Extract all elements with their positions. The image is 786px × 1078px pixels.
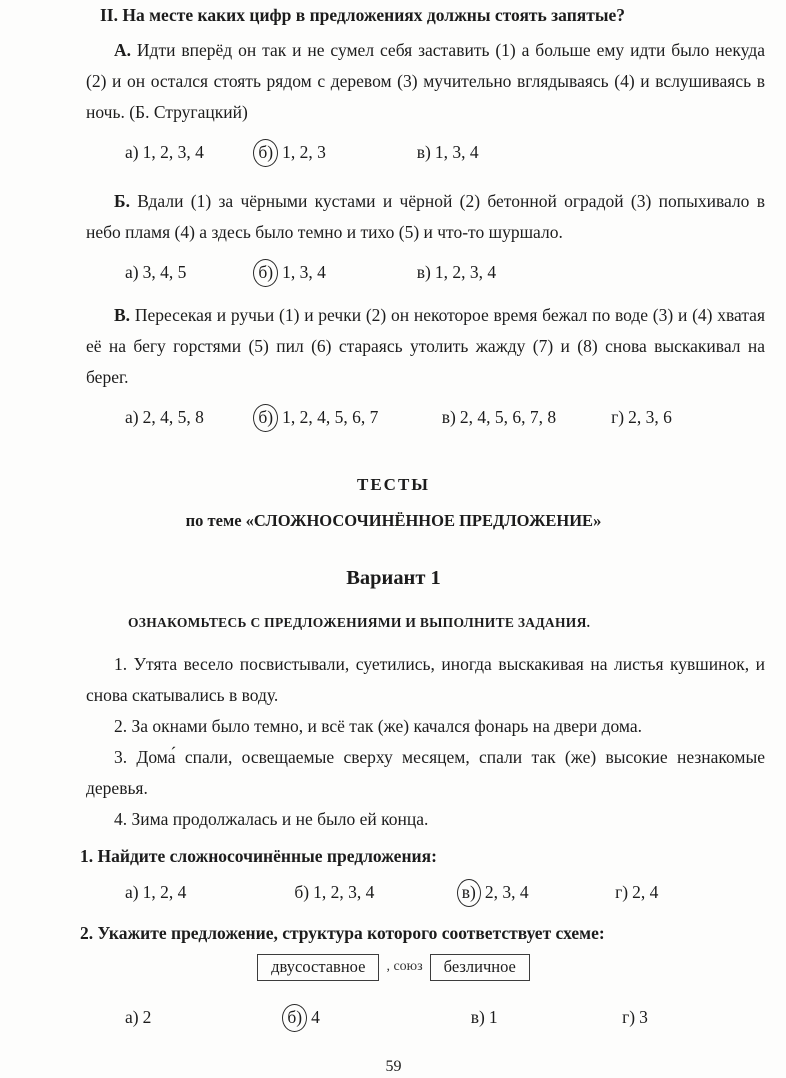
option-letter: б) <box>253 139 278 167</box>
option-value: 2, 3, 4 <box>484 882 529 902</box>
option-value: 2, 4 <box>632 882 659 902</box>
option <box>125 401 256 433</box>
option <box>260 256 412 288</box>
option-letter: б) <box>294 882 310 902</box>
option-value: 1, 2, 4, 5, 6, 7 <box>282 407 379 427</box>
option-value: 1, 2, 3 <box>282 142 326 162</box>
schema-box-right: безличное <box>430 954 530 981</box>
option <box>611 401 672 433</box>
option <box>417 136 479 168</box>
sentence-4: 4. Зима продолжалась и не было ей конца. <box>114 809 429 829</box>
option-letter: а) <box>125 262 139 282</box>
page-number: 59 <box>385 1058 402 1075</box>
option <box>294 876 459 908</box>
option-letter: в) <box>441 407 456 427</box>
option <box>622 1001 648 1033</box>
option-letter: а) <box>125 882 139 902</box>
option-letter: г) <box>622 1007 636 1027</box>
question-2-options <box>86 1001 765 1033</box>
option <box>615 876 658 908</box>
option-value: 1, 2, 3, 4 <box>313 882 375 902</box>
task-v-paragraph <box>86 300 765 393</box>
option <box>442 401 607 433</box>
option-value: 1, 3, 4 <box>434 142 479 162</box>
option <box>471 1001 618 1033</box>
task-a-options <box>86 136 765 168</box>
option-value: 2 <box>142 1007 152 1027</box>
schema-box-left: двусоставное <box>257 954 379 981</box>
task-b-options <box>86 256 765 288</box>
option <box>125 256 256 288</box>
option <box>417 256 496 288</box>
task-b-paragraph <box>86 186 765 248</box>
task-a-paragraph <box>86 35 765 128</box>
option-value: 2, 4, 5, 6, 7, 8 <box>459 407 557 427</box>
question-1-options <box>86 876 765 908</box>
option-value: 3, 4, 5 <box>142 262 187 282</box>
option <box>125 136 256 168</box>
task-b-text: Вдали (1) за чёрными кустами и чёрной (2) бетонной оградой (3) попыхивало в небо пламя (4) а здесь было темно и тихо (5) и что-то шуршало. <box>86 191 765 242</box>
task-a-letter: А. <box>114 40 132 60</box>
option-value: 1, 2, 3, 4 <box>434 262 497 282</box>
option <box>125 876 290 908</box>
option <box>289 1001 466 1033</box>
option-value: 2, 4, 5, 8 <box>142 407 204 427</box>
option-value: 4 <box>311 1007 320 1027</box>
option-letter: а) <box>125 142 139 162</box>
question-2-title: 2. Укажите предложение, структура которого соответствует схеме: <box>80 923 605 943</box>
option <box>125 1001 285 1033</box>
instruction-line: ОЗНАКОМЬТЕСЬ С ПРЕДЛОЖЕНИЯМИ И ВЫПОЛНИТЕ ЗАДАНИЯ. <box>128 615 591 630</box>
option-letter: в) <box>457 879 481 907</box>
sentence-schema <box>54 952 733 982</box>
sentence-1: 1. Утята весело посвистывали, суетились, иногда выскакивая на листья кувшинок, и снова скатывались в воду. <box>86 654 765 705</box>
task-v-text: Пересекая и ручьи (1) и речки (2) он некоторое время бежал по воде (3) и (4) хватая её на бегу горстями (5) пил (6) стараясь утолить жажду (7) и (8) снова выскакивал на берег. <box>86 305 765 387</box>
section-ii-title: II. На месте каких цифр в предложениях должны стоять запятые? <box>100 5 626 25</box>
schema-connector: , союз <box>386 959 423 974</box>
option-letter: б) <box>282 1004 307 1032</box>
task-a-attribution: (Б. Стругацкий) <box>129 102 248 122</box>
tests-heading: ТЕСТЫ <box>357 475 430 494</box>
sentence-3: 3. Дома́ спали, освещаемые сверху месяцем, спали так (же) высокие незнакомые деревья. <box>86 747 765 798</box>
option-letter: б) <box>253 259 278 287</box>
tests-subtitle: по теме «СЛОЖНОСОЧИНЁННОЕ ПРЕДЛОЖЕНИЕ» <box>185 511 602 530</box>
question-1-title: 1. Найдите сложносочинённые предложения: <box>80 846 437 866</box>
option-value: 3 <box>639 1007 648 1027</box>
option-letter: в) <box>416 262 431 282</box>
variant-heading: Вариант 1 <box>346 567 441 589</box>
option-value: 2, 3, 6 <box>628 407 672 427</box>
option <box>260 401 437 433</box>
task-a-text: Идти вперёд он так и не сумел себя заставить (1) а больше ему идти было некуда (2) и он остался стоять рядом с деревом (3) мучительно вглядываясь (4) и вслушиваясь в ночь. <box>86 40 766 122</box>
option-value: 1, 3, 4 <box>282 262 326 282</box>
option-value: 1 <box>488 1007 498 1027</box>
option-letter: в) <box>416 142 431 162</box>
option-letter: а) <box>125 1007 139 1027</box>
option-letter: г) <box>611 407 625 427</box>
option-letter: б) <box>253 404 278 432</box>
option <box>260 136 412 168</box>
option-value: 1, 2, 3, 4 <box>142 142 204 162</box>
sentence-2: 2. За окнами было темно, и всё так (же) качался фонарь на двери дома. <box>114 716 642 736</box>
task-v-letter: В. <box>114 305 131 325</box>
task-b-letter: Б. <box>114 191 130 211</box>
option-letter: а) <box>125 407 139 427</box>
option-letter: г) <box>615 882 629 902</box>
task-v-options <box>86 401 765 433</box>
option-letter: в) <box>470 1007 485 1027</box>
option <box>461 876 611 908</box>
sentence-list <box>86 649 765 835</box>
option-value: 1, 2, 4 <box>142 882 187 902</box>
